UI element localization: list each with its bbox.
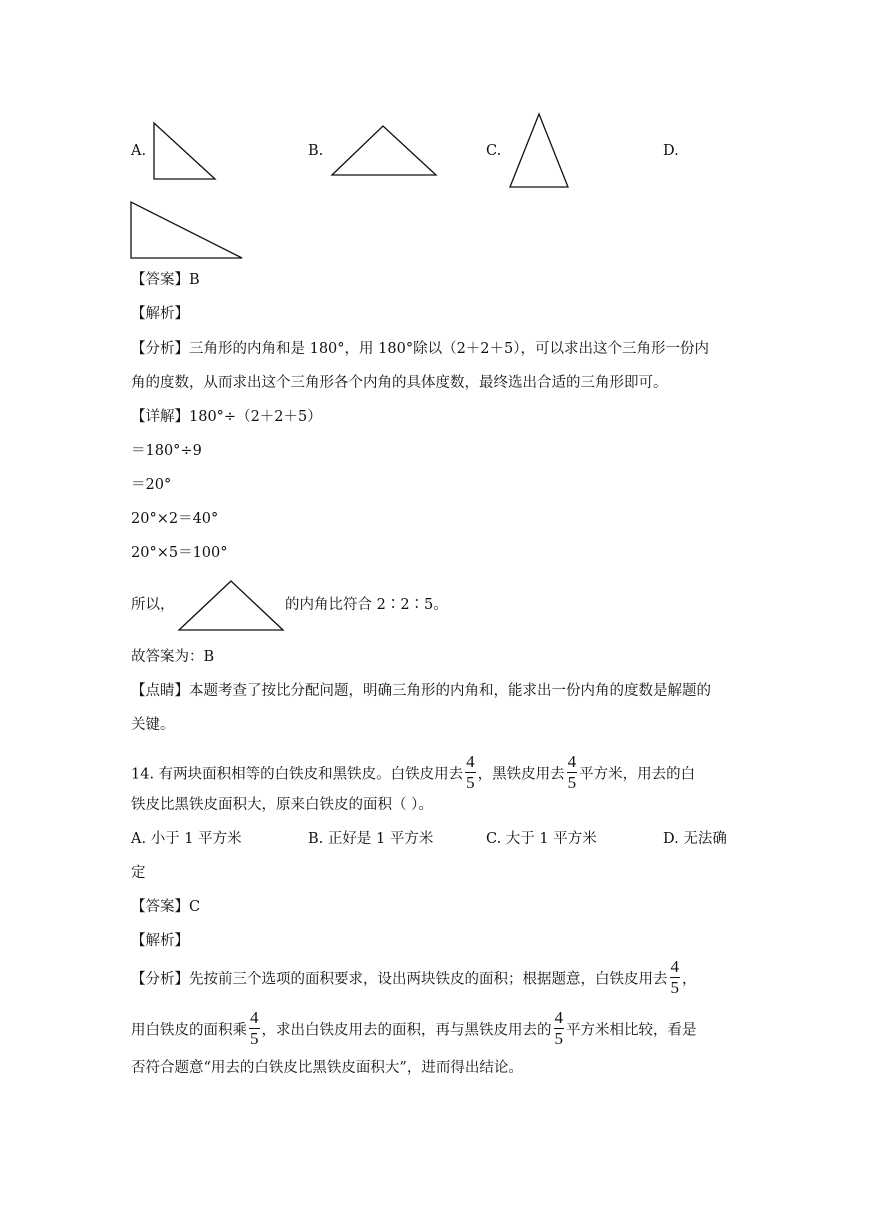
option-b-label: B.	[308, 143, 324, 159]
fraction-four-fifths	[670, 958, 681, 997]
triangle-option-d	[127, 198, 247, 262]
q14-option-d-wrap: 定	[131, 865, 146, 881]
fraction-numerator: 4	[554, 1008, 563, 1027]
q14-stem-b: ，黑铁皮用去	[477, 766, 565, 783]
fraction-denominator: 5	[466, 773, 475, 792]
q14-analysis-line-1	[131, 957, 697, 999]
option-d-label: D.	[663, 143, 679, 159]
q13-conclusion: 故答案为：B	[131, 649, 215, 665]
q14-analysis-line-3: 否符合题意“用去的白铁皮比黑铁皮面积大”，进而得出结论。	[131, 1060, 523, 1076]
option-c-label: C.	[486, 143, 502, 159]
fraction-denominator: 5	[670, 978, 679, 997]
q13-so-prefix: 所以，	[131, 597, 175, 613]
q14-stem-a: 14. 有两块面积相等的白铁皮和黑铁皮。白铁皮用去	[131, 766, 464, 783]
q13-analysis-line-2: 角的度数，从而求出这个三角形各个内角的具体度数，最终选出合适的三角形即可。	[131, 375, 668, 391]
q13-so-suffix: 的内角比符合 2∶2∶5。	[285, 597, 448, 613]
q14-analysis-b2: ，求出白铁皮用去的面积，再与黑铁皮用去的	[261, 1022, 552, 1039]
fraction-numerator: 4	[250, 1008, 259, 1027]
q14-analysis-a-end: ，	[682, 971, 697, 988]
fraction-four-fifths	[249, 1009, 260, 1048]
q13-comment-line-2: 关键。	[131, 717, 175, 733]
q13-detail-line-1: 【详解】180°÷（2＋2＋5）	[131, 409, 322, 425]
q13-comment-line-1: 【点睛】本题考查了按比分配问题，明确三角形的内角和，能求出一份内角的度数是解题的	[131, 683, 711, 699]
q13-analysis-line-1: 【分析】三角形的内角和是 180°，用 180°除以（2＋2＋5），可以求出这个三角形一份内	[131, 341, 709, 357]
q14-stem-line-1	[131, 752, 696, 794]
fraction-four-fifths	[554, 1009, 565, 1048]
q13-analysis-title: 【解析】	[131, 306, 189, 322]
fraction-denominator: 5	[250, 1029, 259, 1048]
q14-analysis-line-2	[131, 1008, 697, 1050]
q14-analysis-title: 【解析】	[131, 933, 189, 949]
q14-analysis-b3: 平方米相比较，看是	[566, 1022, 697, 1039]
triangle-inline-b	[175, 577, 287, 635]
q14-analysis-b1: 用白铁皮的面积乘	[131, 1022, 247, 1039]
q14-stem-line-2: 铁皮比黑铁皮面积大，原来白铁皮的面积（ ）。	[131, 797, 433, 813]
fraction-four-fifths	[465, 753, 476, 792]
q13-detail-line-4: 20°×2＝40°	[131, 511, 219, 527]
q13-detail-line-5: 20°×5＝100°	[131, 545, 228, 561]
q14-option-d: D. 无法确	[663, 831, 727, 847]
fraction-numerator: 4	[466, 752, 475, 771]
fraction-denominator: 5	[567, 773, 577, 792]
q14-answer: 【答案】C	[131, 899, 201, 915]
fraction-four-fifths	[567, 753, 578, 792]
triangle-option-c	[505, 110, 573, 192]
q14-stem-c: 平方米，用去的白	[579, 766, 696, 783]
fraction-denominator: 5	[554, 1029, 563, 1048]
q13-detail-line-3: ＝20°	[131, 477, 172, 493]
q14-option-a: A. 小于 1 平方米	[131, 831, 242, 847]
q13-answer: 【答案】B	[131, 272, 200, 288]
fraction-numerator: 4	[567, 752, 577, 771]
triangle-option-a	[150, 120, 220, 184]
option-a-label: A.	[131, 143, 147, 159]
triangle-option-b	[328, 122, 440, 180]
q13-detail-line-2: ＝180°÷9	[131, 443, 202, 459]
q14-option-b: B. 正好是 1 平方米	[308, 831, 434, 847]
q14-analysis-a: 【分析】先按前三个选项的面积要求，设出两块铁皮的面积；根据题意，白铁皮用去	[131, 971, 668, 988]
q14-option-c: C. 大于 1 平方米	[486, 831, 597, 847]
fraction-numerator: 4	[670, 957, 679, 976]
